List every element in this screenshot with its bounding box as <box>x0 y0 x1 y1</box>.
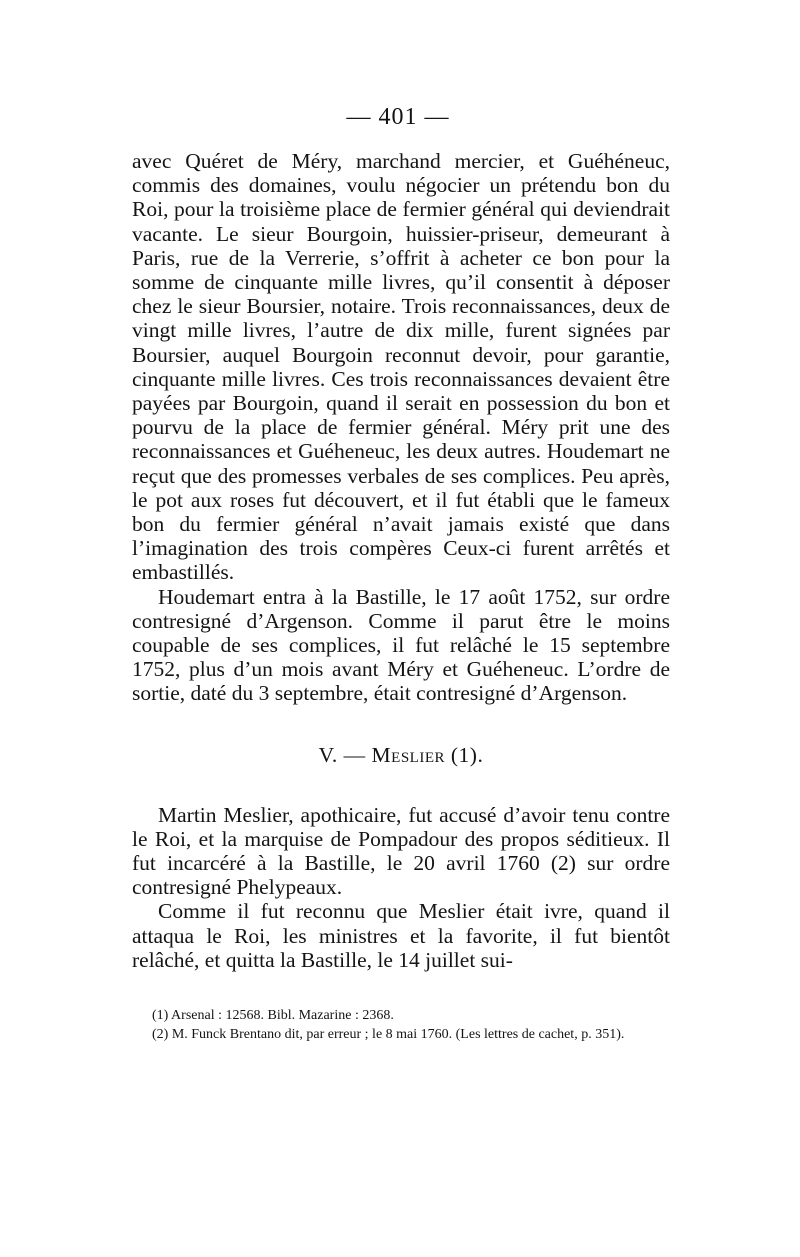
footnote-1: (1) Arsenal : 12568. Bibl. Mazarine : 2368. <box>152 1008 394 1024</box>
section-heading-meslier <box>132 743 670 768</box>
section-heading-note: (1). <box>445 742 484 767</box>
footnote-2: (2) M. Funck Brentano dit, par erreur ; le 8 mai 1760. (Les lettres de cachet, p. 351). <box>152 1027 625 1043</box>
paragraph-houdemart: Houdemart entra à la Bastille, le 17 août 1752, sur ordre contresigné d’Argenson. Comme il parut être le moins coupable de ses complices, il fut relâché le 15 septembre 1752, plus d’un mois avant Méry et Guéheneuc. L’ordre de sortie, daté du 3 septembre, était contresigné d’Argenson. <box>132 584 670 706</box>
section-heading-title: Meslier <box>371 742 445 767</box>
section-heading-number: V. — <box>318 742 372 767</box>
paragraph-meslier-released: Comme il fut reconnu que Meslier était ivre, quand il attaqua le Roi, les ministres et la favorite, il fut bientôt relâché, et quitta la Bastille, le 14 juillet sui- <box>132 899 670 972</box>
page-number: — 401 — <box>346 104 450 130</box>
book-page <box>132 104 670 1044</box>
paragraph-meslier-accused: Martin Meslier, apothicaire, fut accusé d’avoir tenu contre le Roi, et la marquise de Pompadour des propos séditieux. Il fut incarcéré à la Bastille, le 20 avril 1760 (2) sur ordre contresigné Phelypeaux. <box>132 802 670 900</box>
paragraph-conspiracy: avec Quéret de Méry, marchand mercier, et Guéhéneuc, commis des domaines, voulu négocier un prétendu bon du Roi, pour la troisième place de fermier général qui deviendrait vacante. Le sieur Bourgoin, huissier-priseur, demeurant à Paris, rue de la Verrerie, s’offrit à acheter ce bon pour la somme de cinquante mille livres, qu’il consentit à déposer chez le sieur Boursier, notaire. Trois reconnaissances, deux de vingt mille livres, l’autre de dix mille, furent signées par Boursier, auquel Bourgoin reconnut devoir, pour garantie, cinquante mille livres. Ces trois reconnaissances devaient être payées par Bourgoin, quand il serait en possession du bon et pourvu de la place de fermier général. Méry prit une des reconnaissances et Guéheneuc, les deux autres. Houdemart ne reçut que des promesses verbales de ses complices. Peu après, le pot aux roses fut découvert, et il fut établi que le fameux bon du fermier général n’avait jamais existé que dans l’imagination des trois compères Ceux-ci furent arrêtés et embastillés. <box>132 149 670 585</box>
footnotes <box>132 1006 670 1044</box>
